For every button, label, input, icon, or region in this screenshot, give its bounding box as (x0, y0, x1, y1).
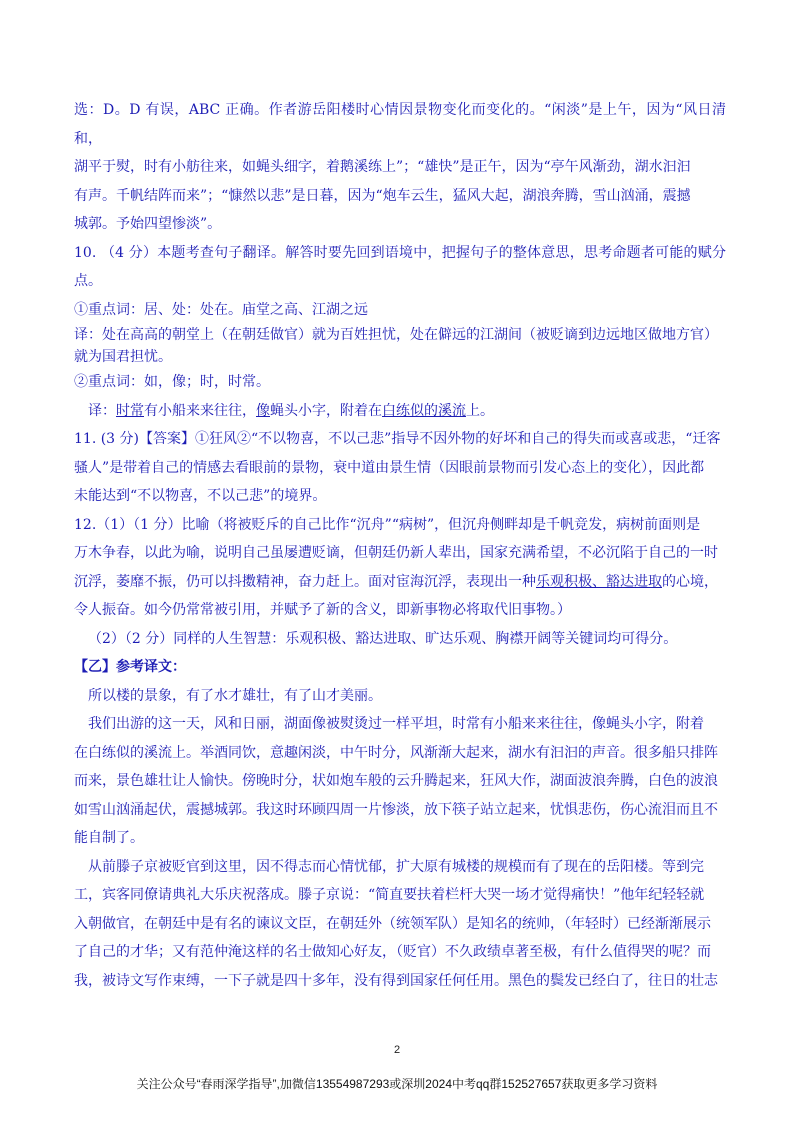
answer-11-block (74, 425, 726, 511)
text-line: 沉浮，萎靡不振，仍可以抖擞精神，奋力赶上。面对宦海沉浮，表现出一种乐观积极、豁达进取的心境， (74, 573, 718, 590)
text-line: （2）（2 分）同样的人生智慧：乐观积极、豁达进取、旷达乐观、胸襟开阔等关键词均可得分。 (88, 630, 678, 647)
answer-10-block (74, 239, 726, 426)
answer-content (74, 96, 726, 995)
text-line: 入朝做官，在朝廷中是有名的谏议文臣，在朝廷外（统领军队）是知名的统帅，（年轻时）已经渐渐展示 (74, 915, 711, 932)
answer-12-block (74, 511, 726, 654)
q10-translation-2: 译：时常有小船来来往往，像蝇头小字，附着在白练似的溪流上。 (88, 402, 494, 419)
q10-keywords-1: ①重点词：居、处：处在。庙堂之高、江湖之远 (74, 301, 368, 318)
text-line: 未能达到“不以物喜，不以己悲”的境界。 (74, 488, 327, 504)
text-line: 选：D。D 有误，ABC 正确。作者游岳阳楼时心情因景物变化而变化的。“闲淡”是上午，因为“风日清和， (74, 102, 726, 147)
text-line: 了自己的才华；又有范仲淹这样的名士做知心好友，（贬官）不久政绩卓著至极，有什么值得哭的呢？而 (74, 944, 711, 960)
paragraph (74, 710, 726, 853)
paragraph: 所以楼的景象，有了水才雄壮，有了山才美丽。 (88, 687, 382, 704)
text-line: 令人振奋。如今仍常常被引用，并赋予了新的含义，即新事物必将取代旧事物。） (74, 602, 571, 618)
text-line: 11. (3 分)【答案】①狂风②“不以物喜，不以己悲”指导不因外物的好坏和自己的得失而或喜或悲，“迁客 (74, 431, 721, 447)
text-line: 工，宾客同僚请典礼大乐庆祝落成。滕子京说：“简直要扶着栏杆大哭一场才觉得痛快！”他年纪轻轻就 (74, 887, 705, 903)
footer-note: 关注公众号“春雨深学指导”,加微信13554987293或深圳2024中考qq群152527657获取更多学习资料 (136, 1077, 658, 1091)
text-line: 12.（1）（1 分）比喻（将被贬斥的自己比作“沉舟”“病树”，但沉舟侧畔却是千帆竞发，病树前面则是 (74, 516, 701, 533)
page-number: 2 (393, 1044, 401, 1056)
text-line: 我们出游的这一天，风和日丽，湖面像被熨烫过一样平坦，时常有小船来来往往，像蝇头小字，附着 (88, 716, 704, 732)
q10-translation-1b: 就为国君担忧。 (74, 349, 172, 365)
text-line: 有声。千帆结阵而来”；“慷然以悲”是日暮，因为“炮车云生，猛风大起，湖浪奔腾，雪山汹涌，震撼 (74, 187, 691, 204)
q10-keywords-2: ②重点词：如，像；时，时常。 (74, 374, 270, 390)
underlined-term: 乐观积极、豁达进取 (536, 573, 662, 590)
translation-yi-block (74, 653, 726, 995)
paragraph (74, 853, 726, 996)
q10-translation-1a: 译：处在高高的朝堂上（在朝廷做官）就为百姓担忧，处在僻远的江湖间（被贬谪到边远地区做地方官） (74, 327, 718, 343)
text-line: 如雪山汹涌起伏，震撼城郭。我这时环顾四周一片惨淡，放下筷子站立起来，忧惧悲伤，伤心流泪而且不 (74, 801, 718, 818)
text-line: 从前滕子京被贬官到这里，因不得志而心情忧郁，扩大原有城楼的规模而有了现在的岳阳楼。等到完 (88, 858, 704, 875)
text-line: 万木争春，以此为喻，说明自己虽屡遭贬谪，但朝廷仍新人辈出，国家充满希望，不必沉陷于自己的一时 (74, 545, 718, 561)
text-line: 城郭。予始四望惨淡”。 (74, 216, 222, 232)
underlined-term: 白练似的溪流 (382, 402, 466, 419)
answer-9-block (74, 96, 726, 239)
text-line: 我，被诗文写作束缚，一下子就是四十多年，没有得到国家任何任用。黑色的鬓发已经白了，往日的壮志 (74, 972, 718, 989)
text-line: 骚人”是带着自己的情感去看眼前的景物，衰中道由景生情（因眼前景物而引发心态上的变化），因此都 (74, 459, 705, 476)
q10-intro: 10. （4 分）本题考查句子翻译。解答时要先回到语境中，把握句子的整体意思，思考命题者可能的赋分点。 (74, 244, 726, 289)
text-line: 而来，景色雄壮让人愉快。傍晚时分，状如炮车般的云升腾起来，狂风大作，湖面波浪奔腾，白色的波浪 (74, 773, 718, 789)
underlined-term: 像 (256, 402, 270, 419)
text-line: 在白练似的溪流上。举酒同饮，意趣闲淡，中午时分，风渐渐大起来，湖水有汩汩的声音。很多船只排阵 (74, 744, 718, 761)
text-line: 能自制了。 (74, 830, 144, 846)
text-line: 湖平于熨，时有小舫往来，如蝇头细字，着鹅溪练上”；“雄快”是正午，因为“亭午风渐劲，湖水汩汩 (74, 159, 691, 175)
underlined-term: 时常 (116, 402, 144, 419)
section-heading: 【乙】参考译文： (74, 659, 186, 675)
